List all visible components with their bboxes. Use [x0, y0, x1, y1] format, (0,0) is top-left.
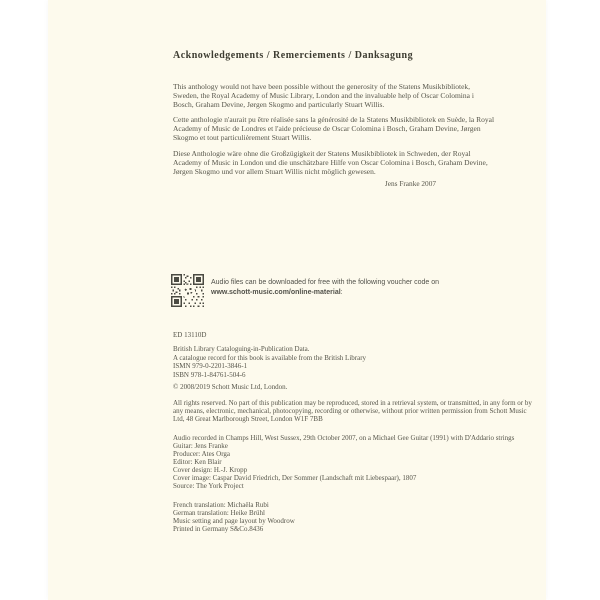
production-line-printed: Printed in Germany S&Co.8436 [173, 525, 264, 533]
credit-line-recording: Audio recorded in Champs Hill, West Sussex, 29th October 2007, on a Michael Gee Guitar (1991) with D'Addario strings [173, 434, 515, 442]
credit-line-producer: Producer: Ates Orga [173, 450, 231, 458]
voucher-url: www.schott-music.com/online-material [211, 288, 341, 296]
production-line-music-setting: Music setting and page layout by Woodrow [173, 517, 295, 525]
copyright-line: © 2008/2019 Schott Music Ltd, London. [173, 383, 288, 391]
library-line: British Library Cataloguing-in-Publication Data. [173, 345, 310, 353]
production-line-german-translation: German translation: Heike Brühl [173, 509, 265, 517]
voucher-line1: Audio files can be downloaded for free with the following voucher code on [211, 279, 440, 286]
acknowledgement-paragraph-french: Cette anthologie n'aurait pu être réalisée sans la générosité de la Statens Musikbibliotek en Suède, la Royal Academy of Music de Londres et l'aide précieuse de Oscar Colomina i Bosch, Graham Devine, Jørgen Skogmo et tout particulièrement Stuart Willis. [173, 115, 495, 142]
acknowledgement-paragraph-german: Diese Anthologie wäre ohne die Großzügigkeit der Statens Musikbibliotek in Schweden, der Royal Academy of Music in London und die unschätzbare Hilfe von Oscar Colomina i Bosch, Graham Devine, Jørgen Skogmo und vor allem Stuart Willis nicht möglich gewesen. [173, 149, 488, 176]
library-cataloguing-block [173, 345, 503, 379]
production-line-french-translation: French translation: Michaëla Rubi [173, 501, 269, 509]
ismn-number: ISMN 979-0-2201-3846-1 [173, 362, 248, 370]
acknowledgement-paragraph-english: This anthology would not have been possible without the generosity of the Statens Musikbibliotek, Sweden, the Royal Academy of Music Library, London and the invaluable help of Oscar Colomina i Bosch, Graham Devine, Jørgen Skogmo and particularly Stuart Willis. [173, 82, 474, 109]
library-line: A catalogue record for this book is available from the British Library [173, 353, 367, 362]
voucher-text [211, 278, 511, 297]
voucher-url-suffix: : [340, 288, 343, 296]
rights-notice: All rights reserved. No part of this publication may be reproduced, stored in a retrieval system, or transmitted, in any form or by any means, electronic, mechanical, photocopying, recording or otherwise, without prior written permission from Schott Music Ltd, 48 Great Marlborough Street, London W1F 7BB [173, 399, 532, 423]
credits-block [173, 434, 543, 490]
page-title: Acknowledgements / Remerciements / Danksagung [173, 50, 414, 61]
credit-line-cover-image: Cover image: Caspar David Friedrich, Der Sommer (Landschaft mit Liebespaar), 1807 [173, 474, 417, 482]
isbn-number: ISBN 978-1-84761-504-6 [173, 370, 246, 379]
qr-code-icon [171, 274, 204, 307]
book-page [48, 0, 546, 600]
credit-line-cover-design: Cover design: H.-J. Kropp [173, 466, 248, 474]
credit-line-source: Source: The York Project [173, 482, 244, 490]
author-signature: Jens Franke 2007 [384, 179, 436, 188]
edition-number: ED 13110D [173, 331, 207, 339]
credit-line-editor: Editor: Ken Blair [173, 458, 222, 466]
credit-line-guitar: Guitar: Jens Franke [173, 442, 228, 450]
production-block [173, 501, 503, 533]
